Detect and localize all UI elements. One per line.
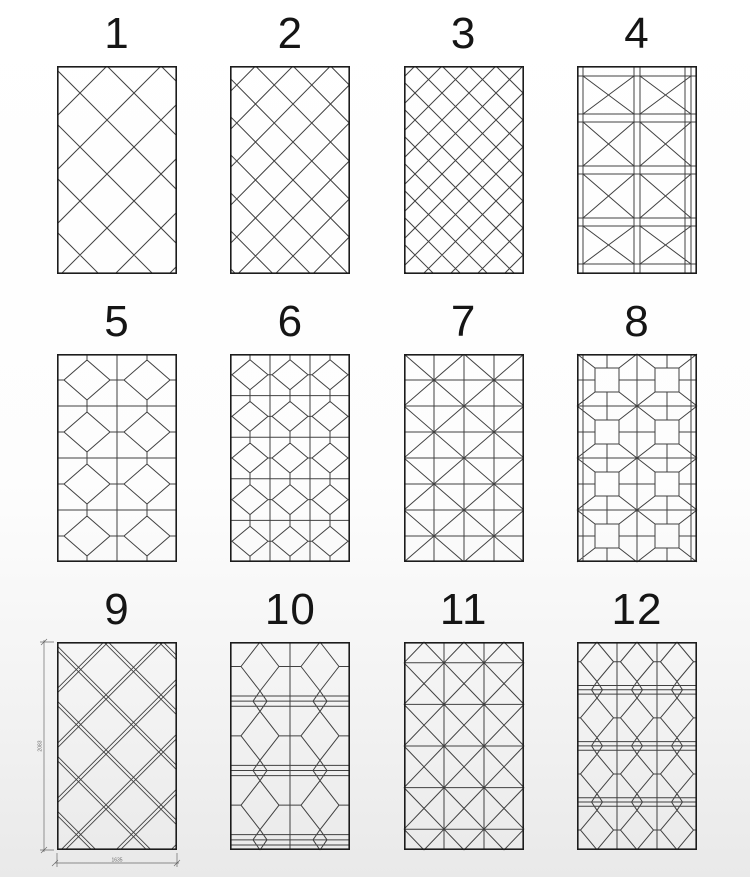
pattern-svg-7 bbox=[403, 354, 525, 562]
pattern-number-label: 9 bbox=[104, 585, 130, 634]
pattern-item-10 bbox=[229, 584, 351, 850]
pattern-number-label: 2 bbox=[277, 9, 304, 58]
pattern-number-label: 11 bbox=[439, 585, 488, 634]
pattern-number-label: 5 bbox=[104, 297, 130, 346]
pattern-svg-2 bbox=[229, 66, 351, 274]
pattern-svg-11 bbox=[403, 642, 525, 850]
pattern-drawing-8 bbox=[576, 354, 698, 562]
pattern-svg-12 bbox=[576, 642, 698, 850]
svg-text:1635: 1635 bbox=[111, 857, 123, 864]
pattern-item-4 bbox=[576, 8, 698, 274]
pattern-drawing-10 bbox=[229, 642, 351, 850]
pattern-number-label: 8 bbox=[624, 297, 650, 346]
pattern-item-5 bbox=[56, 296, 178, 562]
pattern-item-8 bbox=[576, 296, 698, 562]
svg-text:2083: 2083 bbox=[37, 740, 44, 752]
pattern-svg-8 bbox=[576, 354, 698, 562]
pattern-item-1 bbox=[56, 8, 178, 274]
pattern-number-label: 7 bbox=[450, 297, 477, 346]
pattern-number-label: 12 bbox=[611, 585, 663, 634]
pattern-drawing-1 bbox=[56, 66, 178, 274]
pattern-svg-9 bbox=[37, 642, 178, 864]
pattern-svg-5 bbox=[56, 354, 178, 562]
pattern-number-label: 6 bbox=[277, 297, 304, 346]
pattern-svg-1 bbox=[56, 66, 178, 274]
catalog-row-1 bbox=[0, 0, 750, 274]
pattern-item-2 bbox=[229, 8, 351, 274]
pattern-drawing-12 bbox=[576, 642, 698, 850]
pattern-drawing-5 bbox=[56, 354, 178, 562]
pattern-item-6 bbox=[229, 296, 351, 562]
catalog-row-3 bbox=[0, 584, 750, 864]
pattern-svg-4 bbox=[576, 66, 698, 274]
pattern-item-3 bbox=[403, 8, 525, 274]
pattern-item-7 bbox=[403, 296, 525, 562]
catalog-row-2 bbox=[0, 296, 750, 562]
pattern-item-9 bbox=[37, 584, 178, 864]
pattern-number-label: 1 bbox=[104, 9, 130, 58]
pattern-number-label: 4 bbox=[624, 9, 650, 58]
pattern-item-12 bbox=[576, 584, 698, 850]
pattern-number-label: 3 bbox=[450, 9, 477, 58]
pattern-item-11 bbox=[403, 584, 525, 850]
pattern-drawing-9 bbox=[37, 642, 178, 864]
pattern-drawing-2 bbox=[229, 66, 351, 274]
pattern-svg-6 bbox=[229, 354, 351, 562]
pattern-drawing-11 bbox=[403, 642, 525, 850]
pattern-svg-10 bbox=[229, 642, 351, 850]
pattern-drawing-6 bbox=[229, 354, 351, 562]
pattern-svg-3 bbox=[403, 66, 525, 274]
pattern-drawing-4 bbox=[576, 66, 698, 274]
pattern-number-label: 10 bbox=[264, 585, 316, 634]
pattern-drawing-7 bbox=[403, 354, 525, 562]
pattern-drawing-3 bbox=[403, 66, 525, 274]
